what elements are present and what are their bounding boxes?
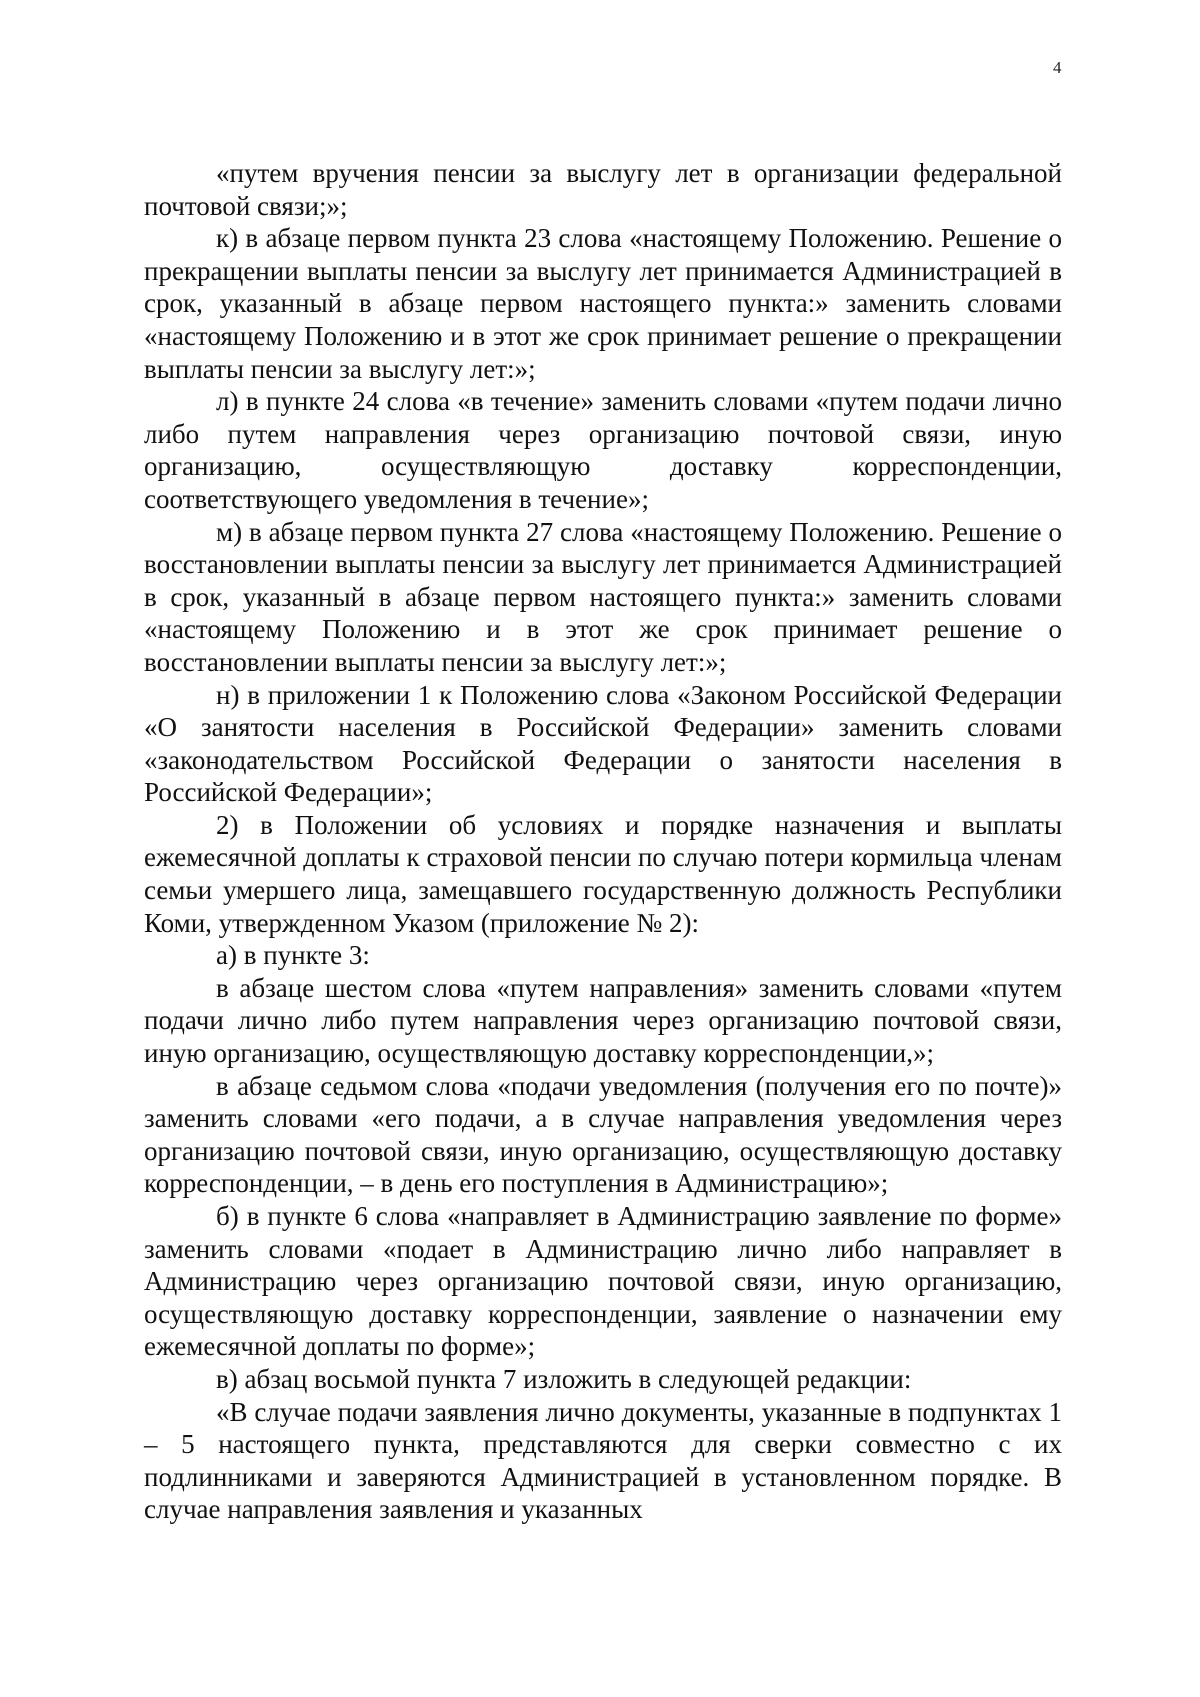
paragraph-v-punkt-7: в) абзац восьмой пункта 7 изложить в следующей редакции:	[216, 1363, 912, 1394]
paragraph-abzats-sedmoy: в абзаце седьмом слова «подачи уведомления (получения его по почте)» заменить словами «его подачи, а в случае направления уведомления через организацию почтовой связи, иную организацию, осуществляющую доставку корреспонденции, – в день его поступления в Администрацию»;	[144, 1070, 1062, 1199]
paragraph-l-punkt-24: л) в пункте 24 слова «в течение» заменить словами «путем подачи лично либо путем направления через организацию почтовой связи, иную организацию, осуществляющую доставку корреспонденции, соответствующего уведомления в течение»;	[144, 386, 1062, 514]
paragraph-b-punkt-6: б) в пункте 6 слова «направляет в Администрацию заявление по форме» заменить словами «подает в Администрацию лично либо направляет в Администрацию через организацию почтовой связи, иную организацию, осуществляющую доставку корреспонденции, заявление о назначении ему ежемесячной доплаты по форме»;	[144, 1201, 1062, 1362]
paragraph-vrucheniye-pensii: «путем вручения пенсии за выслугу лет в организации федеральной почтовой связи;»;	[144, 158, 1062, 221]
document-body	[144, 157, 1062, 1526]
paragraph-n-prilozhenie-1: н) в приложении 1 к Положению слова «Законом Российской Федерации «О занятости населения в Российской Федерации» заменить словами «законодательством Российской Федерации о занятости населения в Российской Федерации»;	[144, 679, 1062, 808]
paragraph-novaya-redaktsiya: «В случае подачи заявления лично документы, указанные в подпунктах 1 – 5 настоящего пункта, представляются для сверки совместно с их подлинниками и заверяются Администрацией в установленном порядке. В случае направления заявления и указанных	[144, 1396, 1062, 1525]
paragraph-a-punkt-3: а) в пункте 3:	[216, 940, 370, 971]
paragraph-k-punkt-23: к) в абзаце первом пункта 23 слова «настоящему Положению. Решение о прекращении выплаты пенсии за выслугу лет принимается Администрацией в срок, указанный в абзаце первом настоящего пункта:» заменить словами «настоящему Положению и в этот же срок принимает решение о прекращении выплаты пенсии за выслугу лет:»;	[144, 223, 1062, 384]
paragraph-abzats-shestoy: в абзаце шестом слова «путем направления» заменить словами «путем подачи лично либо путем направления через организацию почтовой связи, иную организацию, осуществляющую доставку корреспонденции,»;	[144, 972, 1062, 1069]
paragraph-2-polozhenie-doplata: 2) в Положении об условиях и порядке назначения и выплаты ежемесячной доплаты к страховой пенсии по случаю потери кормильца членам семьи умершего лица, замещавшего государственную должность Республики Коми, утвержденном Указом (приложение № 2):	[144, 809, 1062, 938]
paragraph-m-punkt-27: м) в абзаце первом пункта 27 слова «настоящему Положению. Решение о восстановлении выплаты пенсии за выслугу лет принимается Администрацией в срок, указанный в абзаце первом настоящего пункта:» заменить словами «настоящему Положению и в этот же срок принимает решение о восстановлении выплаты пенсии за выслугу лет:»;	[144, 516, 1062, 677]
page-number: 4	[1053, 58, 1062, 77]
